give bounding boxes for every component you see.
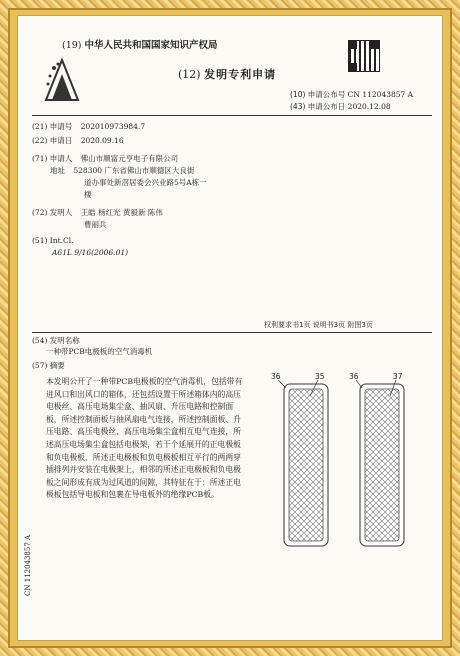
authority-name: 中华人民共和国国家知识产权局 bbox=[84, 40, 218, 51]
code-12: (12) bbox=[178, 68, 201, 81]
mid-rule bbox=[32, 332, 432, 333]
abstract-code: (57) bbox=[32, 361, 48, 370]
biblio-code: (21) bbox=[32, 122, 48, 131]
biblio-row bbox=[32, 178, 242, 190]
biblio-value: 2020.09.16 bbox=[80, 136, 124, 145]
invention-title: 一种带PCB电极板的空气消毒机 bbox=[46, 347, 153, 356]
biblio-label: 地址 bbox=[50, 166, 65, 175]
biblio-value: 楼 bbox=[84, 190, 92, 199]
biblio-value: 曹丽兵 bbox=[84, 220, 107, 229]
pub-number-label: (10) 申请公布号 bbox=[290, 90, 346, 99]
pub-date-label: (43) 申请公布日 bbox=[290, 102, 346, 111]
patent-document bbox=[18, 16, 442, 640]
biblio-value: A61L 9/16(2006.01) bbox=[52, 248, 129, 257]
pub-date-value: 2020.12.08 bbox=[347, 102, 391, 111]
doc-type: 发明专利申请 bbox=[204, 68, 277, 81]
title-label: 发明名称 bbox=[49, 336, 80, 345]
pub-date bbox=[290, 102, 391, 112]
biblio-code: (72) bbox=[32, 208, 48, 217]
abstract-text: 本发明公开了一种带PCB电极板的空气消毒机，包括带有进风口和出风口的箱体，还包括设置于所述箱体内的高压电极丝、高压电场集尘盒、抽风扇、升压电路和控制面板，所述控制面板与抽风扇电气连接，所述控制面板、升压电路、高压电极丝、高压电场集尘盒相互电气连接，所述高压电场集尘盒包括电极架，若干个延展开的正电极板和负电极板，所述正电极板和负电极板相互平行的两两穿插排列并安装在电极架上，相邻的所述正电极板和负电极板之间形成有成为过风道的间隙，其特征在于：所述正电极板包括导电板和包裹在导电板外的绝缘PCB板。 bbox=[46, 377, 243, 500]
cnipa-logo-icon bbox=[42, 56, 82, 104]
biblio-label: Int.Cl. bbox=[49, 236, 74, 245]
biblio-code: (51) bbox=[32, 236, 48, 245]
biblio-label: 申请日 bbox=[49, 136, 73, 145]
biblio-code: (71) bbox=[32, 154, 48, 163]
side-pub-number: CN 112043857 A bbox=[24, 534, 32, 596]
biblio-label: 申请号 bbox=[49, 122, 73, 131]
doc-type-line bbox=[178, 68, 276, 82]
biblio-block bbox=[32, 122, 242, 260]
biblio-row bbox=[32, 248, 242, 260]
header-authority bbox=[62, 40, 218, 51]
biblio-row bbox=[32, 166, 242, 178]
biblio-value: 王皓 杨红光 黄毅新 陈伟 bbox=[80, 208, 163, 217]
figure-label: 35 bbox=[315, 372, 325, 381]
pages-info: 权利要求书1页 说明书3页 附图3页 bbox=[264, 321, 373, 329]
biblio-value: 528300 广东省佛山市顺德区大良街 bbox=[73, 166, 195, 175]
figure-label: 36 bbox=[271, 372, 281, 381]
figure-label: 36 bbox=[349, 372, 359, 381]
biblio-value: 道办事处新滘居委会兴业路5号A栋一 bbox=[84, 178, 207, 187]
biblio-row bbox=[32, 190, 242, 208]
code-19: (19) bbox=[62, 40, 82, 51]
biblio-label: 发明人 bbox=[49, 208, 73, 217]
biblio-row bbox=[32, 136, 242, 154]
figure-label: 37 bbox=[393, 372, 403, 381]
header-rule bbox=[32, 115, 432, 116]
abstract-row bbox=[32, 361, 65, 371]
biblio-row bbox=[32, 122, 242, 136]
biblio-value: 佛山市顺富元亨电子有限公司 bbox=[80, 154, 179, 163]
qr-code bbox=[348, 40, 380, 72]
pub-number bbox=[290, 90, 413, 100]
biblio-label: 申请人 bbox=[49, 154, 73, 163]
abstract-label: 摘要 bbox=[49, 361, 65, 370]
pub-number-value: CN 112043857 A bbox=[347, 90, 414, 99]
biblio-row bbox=[32, 154, 242, 166]
biblio-row bbox=[32, 208, 242, 220]
figure-electrode-plates bbox=[256, 356, 436, 556]
biblio-row bbox=[32, 220, 242, 236]
biblio-row bbox=[32, 236, 242, 248]
title-code: (54) bbox=[32, 336, 48, 345]
title-row bbox=[32, 336, 80, 346]
biblio-code: (22) bbox=[32, 136, 48, 145]
biblio-value: 202010973984.7 bbox=[80, 122, 146, 131]
